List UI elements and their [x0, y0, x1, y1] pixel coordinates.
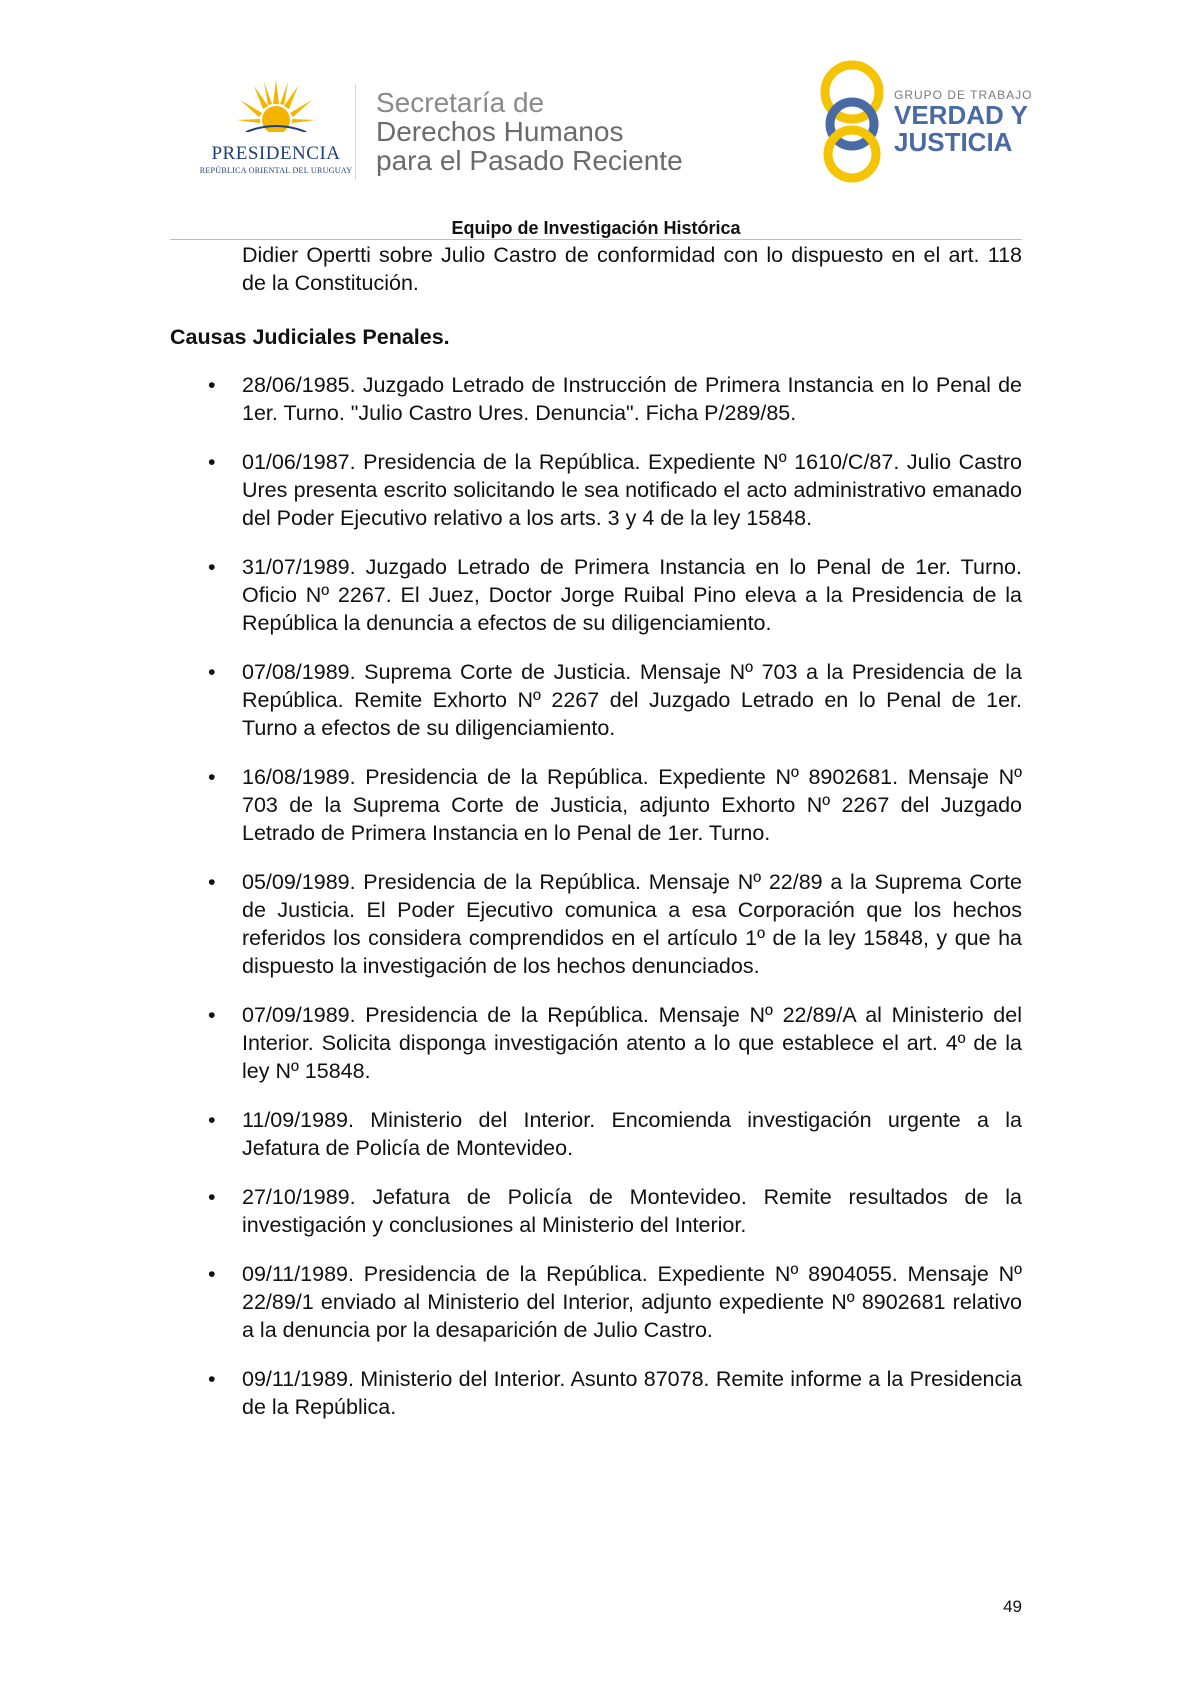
bullet-icon: •: [208, 1262, 216, 1286]
list-item: [170, 1183, 1022, 1239]
list-item: [170, 448, 1022, 532]
continuation-paragraph: Didier Opertti sobre Julio Castro de conformidad con lo dispuesto en el art. 118 de la Constitución.: [242, 243, 1022, 295]
list-item: [170, 868, 1022, 980]
page-number: 49: [1003, 1597, 1022, 1616]
bullet-icon: •: [208, 660, 216, 684]
justicia-label: JUSTICIA: [894, 127, 1013, 157]
bullet-icon: •: [208, 555, 216, 579]
bullet-icon: •: [208, 765, 216, 789]
document-body: [170, 239, 1022, 1442]
list-item: [170, 763, 1022, 847]
secretaria-line: Secretaría de: [376, 87, 545, 118]
list-item: [170, 1260, 1022, 1344]
bullet-icon: •: [208, 1003, 216, 1027]
header-divider: [355, 84, 356, 180]
bullet-icon: •: [208, 870, 216, 894]
list-item-text: 05/09/1989. Presidencia de la República. Mensaje Nº 22/89 a la Suprema Corte de Justicia. El Poder Ejecutivo comunica a esa Corporación que los hechos referidos los considera comprendidos en el artículo 1º de la ley 15848, y que ha dispuesto la investigación de los hechos denunciados.: [242, 870, 1022, 978]
list-item-text: 07/09/1989. Presidencia de la República. Mensaje Nº 22/89/A al Ministerio del Interior. Solicita disponga investigación atento a lo que establece el art. 4º de la ley Nº 15848.: [242, 1003, 1022, 1083]
list-item: [170, 658, 1022, 742]
list-item: [170, 1365, 1022, 1421]
sun-emblem-icon: [236, 80, 316, 132]
bullet-icon: •: [208, 450, 216, 474]
bullet-icon: •: [208, 373, 216, 397]
case-list: [170, 371, 1022, 1421]
grupo-trabajo-label: GRUPO DE TRABAJO: [894, 88, 1033, 102]
list-item-text: 27/10/1989. Jefatura de Policía de Montevideo. Remite resultados de la investigación y conclusiones al Ministerio del Interior.: [242, 1185, 1022, 1237]
list-item-text: 07/08/1989. Suprema Corte de Justicia. Mensaje Nº 703 a la Presidencia de la República. Remite Exhorto Nº 2267 del Juzgado Letrado en lo Penal de 1er. Turno a efectos de su diligenciamiento.: [242, 660, 1022, 740]
presidencia-wordmark: PRESIDENCIA: [211, 143, 341, 164]
list-item-text: 16/08/1989. Presidencia de la República. Expediente Nº 8902681. Mensaje Nº 703 de la Suprema Corte de Justicia, adjunto Exhorto Nº 2267 del Juzgado Letrado de Primera Instancia en lo Penal de 1er. Turno.: [242, 765, 1022, 845]
list-item-text: 11/09/1989. Ministerio del Interior. Encomienda investigación urgente a la Jefatura de Policía de Montevideo.: [242, 1108, 1022, 1160]
list-item-text: 01/06/1987. Presidencia de la República. Expediente Nº 1610/C/87. Julio Castro Ures presenta escrito solicitando le sea notificado el acto administrativo emanado del Poder Ejecutivo relativo a los arts. 3 y 4 de la ley 15848.: [242, 450, 1022, 530]
list-item-text: 09/11/1989. Presidencia de la República. Expediente Nº 8904055. Mensaje Nº 22/89/1 enviado al Ministerio del Interior, adjunto expediente Nº 8902681 relativo a la denuncia por la desaparición de Julio Castro.: [242, 1262, 1022, 1342]
bullet-icon: •: [208, 1108, 216, 1132]
section-heading: Causas Judiciales Penales.: [170, 325, 450, 349]
page-header-title: Equipo de Investigación Histórica: [451, 218, 741, 238]
list-item: [170, 553, 1022, 637]
verdad-label: VERDAD Y: [894, 100, 1028, 130]
list-item-text: 28/06/1985. Juzgado Letrado de Instrucción de Primera Instancia en lo Penal de 1er. Turno. "Julio Castro Ures. Denuncia". Ficha P/289/85.: [242, 373, 1022, 425]
presidencia-logo: [196, 80, 356, 180]
list-item: [170, 371, 1022, 427]
bullet-icon: •: [208, 1185, 216, 1209]
secretaria-line: para el Pasado Reciente: [376, 145, 683, 176]
list-item: [170, 1106, 1022, 1162]
presidencia-subtitle: REPÚBLICA ORIENTAL DEL URUGUAY: [199, 166, 353, 175]
list-item-text: 09/11/1989. Ministerio del Interior. Asunto 87078. Remite informe a la Presidencia de la República.: [242, 1367, 1022, 1419]
secretaria-line: Derechos Humanos: [376, 116, 624, 147]
secretaria-title: [376, 88, 683, 175]
verdad-justicia-text: [894, 88, 1032, 156]
bullet-icon: •: [208, 1367, 216, 1391]
list-item: [170, 1001, 1022, 1085]
page-header: [0, 0, 1190, 240]
list-item-text: 31/07/1989. Juzgado Letrado de Primera Instancia en lo Penal de 1er. Turno. Oficio Nº 2267. El Juez, Doctor Jorge Ruibal Pino eleva a la Presidencia de la República la denuncia a efectos de su diligenciamiento.: [242, 555, 1022, 635]
